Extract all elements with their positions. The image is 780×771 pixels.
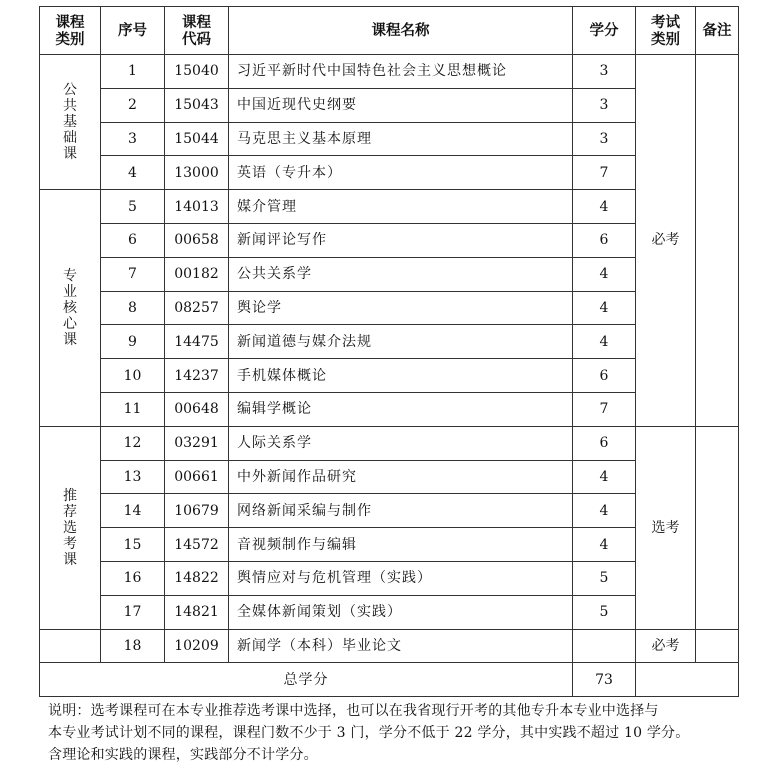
course-code-cell: 10679	[165, 494, 229, 528]
course-code-cell: 03291	[165, 426, 229, 460]
credit-cell: 4	[573, 257, 636, 291]
table-row	[40, 190, 739, 224]
category-char: 课	[63, 146, 77, 163]
category-char: 推	[63, 487, 77, 504]
course-name-cell: 舆论学	[229, 291, 573, 325]
category-char: 核	[63, 299, 77, 316]
seq-cell: 14	[101, 494, 165, 528]
table-row	[40, 223, 739, 257]
seq-cell: 2	[101, 88, 165, 122]
category-core	[40, 190, 101, 427]
seq-cell: 17	[101, 595, 165, 629]
category-elective	[40, 426, 101, 629]
credit-cell: 3	[573, 55, 636, 89]
category-empty	[40, 629, 101, 663]
table-row	[40, 561, 739, 595]
table-row	[40, 494, 739, 528]
category-char: 课	[63, 551, 77, 568]
note-line: 含理论和实践的课程，实践部分不计学分。	[48, 747, 318, 763]
course-code-cell: 15043	[165, 88, 229, 122]
course-name-cell: 人际关系学	[229, 426, 573, 460]
table-row	[40, 460, 739, 494]
seq-cell: 7	[101, 257, 165, 291]
course-name-cell: 舆情应对与危机管理（实践）	[229, 561, 573, 595]
remark-cell	[696, 629, 739, 663]
course-name-cell: 公共关系学	[229, 257, 573, 291]
category-char: 荐	[63, 503, 77, 520]
course-code-cell: 15044	[165, 122, 229, 156]
course-code-cell: 14237	[165, 359, 229, 393]
total-value: 73	[573, 663, 636, 697]
category-char: 考	[63, 535, 77, 552]
credit-cell: 3	[573, 88, 636, 122]
course-code-cell: 14013	[165, 190, 229, 224]
total-label: 总学分	[40, 663, 573, 697]
credit-cell: 7	[573, 392, 636, 426]
course-name-cell: 音视频制作与编辑	[229, 528, 573, 562]
exam-type-cell: 必考	[636, 55, 696, 427]
seq-cell: 16	[101, 561, 165, 595]
course-code-cell: 10209	[165, 629, 229, 663]
note-line: 说明：选考课程可在本专业推荐选考课中选择，也可以在我省现行开考的其他专升本专业中选择与	[48, 703, 659, 719]
seq-cell: 8	[101, 291, 165, 325]
credit-cell: 6	[573, 426, 636, 460]
table-row	[40, 595, 739, 629]
table-header-row	[40, 7, 739, 55]
header-credit: 学分	[573, 7, 636, 55]
seq-cell: 15	[101, 528, 165, 562]
course-plan-table	[39, 6, 739, 697]
course-code-cell: 13000	[165, 156, 229, 190]
course-code-cell: 14821	[165, 595, 229, 629]
remark-cell	[696, 426, 739, 629]
course-code-cell: 00661	[165, 460, 229, 494]
course-code-cell: 00182	[165, 257, 229, 291]
course-name-cell: 新闻学（本科）毕业论文	[229, 629, 573, 663]
course-name-cell: 媒介管理	[229, 190, 573, 224]
seq-cell: 9	[101, 325, 165, 359]
course-code-cell: 00648	[165, 392, 229, 426]
category-char: 础	[63, 130, 77, 147]
table-row	[40, 392, 739, 426]
course-code-cell: 15040	[165, 55, 229, 89]
credit-cell: 7	[573, 156, 636, 190]
course-name-cell: 中国近现代史纲要	[229, 88, 573, 122]
seq-cell: 6	[101, 223, 165, 257]
course-code-cell: 14475	[165, 325, 229, 359]
credit-cell: 4	[573, 528, 636, 562]
course-code-cell: 14572	[165, 528, 229, 562]
seq-cell: 11	[101, 392, 165, 426]
table-row	[40, 88, 739, 122]
table-row	[40, 257, 739, 291]
seq-cell: 5	[101, 190, 165, 224]
credit-cell: 5	[573, 595, 636, 629]
course-code-cell: 00658	[165, 223, 229, 257]
table-row	[40, 156, 739, 190]
seq-cell: 12	[101, 426, 165, 460]
category-char: 专	[63, 267, 77, 284]
seq-cell: 1	[101, 55, 165, 89]
category-char: 心	[63, 315, 77, 332]
header-course-name: 课程名称	[229, 7, 573, 55]
credit-cell: 4	[573, 190, 636, 224]
note-line: 本专业考试计划不同的课程，课程门数不少于 3 门，学分不低于 22 学分，其中实践不超过 10 学分。	[48, 725, 690, 741]
header-exam-type: 考试 类别	[636, 7, 696, 55]
credit-cell: 6	[573, 359, 636, 393]
course-name-cell: 英语（专升本）	[229, 156, 573, 190]
credit-cell: 6	[573, 223, 636, 257]
credit-cell	[573, 629, 636, 663]
credit-cell: 4	[573, 494, 636, 528]
table-row	[40, 291, 739, 325]
credit-cell: 4	[573, 291, 636, 325]
course-name-cell: 马克思主义基本原理	[229, 122, 573, 156]
exam-type-cell: 必考	[636, 629, 696, 663]
remark-cell	[696, 55, 739, 427]
total-blank	[636, 663, 739, 697]
course-name-cell: 手机媒体概论	[229, 359, 573, 393]
exam-type-cell: 选考	[636, 426, 696, 629]
seq-cell: 4	[101, 156, 165, 190]
course-name-cell: 新闻道德与媒介法规	[229, 325, 573, 359]
table-row	[40, 55, 739, 89]
table-row	[40, 629, 739, 663]
seq-cell: 3	[101, 122, 165, 156]
course-name-cell: 习近平新时代中国特色社会主义思想概论	[229, 55, 573, 89]
course-code-cell: 14822	[165, 561, 229, 595]
credit-cell: 5	[573, 561, 636, 595]
explanation-note	[48, 700, 772, 766]
seq-cell: 13	[101, 460, 165, 494]
credit-cell: 4	[573, 460, 636, 494]
course-code-cell: 08257	[165, 291, 229, 325]
course-name-cell: 全媒体新闻策划（实践）	[229, 595, 573, 629]
seq-cell: 10	[101, 359, 165, 393]
credit-cell: 4	[573, 325, 636, 359]
table-row	[40, 359, 739, 393]
category-public	[40, 55, 101, 190]
course-name-cell: 新闻评论写作	[229, 223, 573, 257]
course-name-cell: 中外新闻作品研究	[229, 460, 573, 494]
total-row	[40, 663, 739, 697]
table-row	[40, 528, 739, 562]
table-row	[40, 122, 739, 156]
category-char: 公	[63, 82, 77, 99]
table-row	[40, 325, 739, 359]
header-seq: 序号	[101, 7, 165, 55]
credit-cell: 3	[573, 122, 636, 156]
course-name-cell: 编辑学概论	[229, 392, 573, 426]
course-name-cell: 网络新闻采编与制作	[229, 494, 573, 528]
category-char: 课	[63, 331, 77, 348]
table-row	[40, 426, 739, 460]
category-char: 选	[63, 519, 77, 536]
category-char: 业	[63, 283, 77, 300]
category-char: 基	[63, 114, 77, 131]
category-char: 共	[63, 98, 77, 115]
seq-cell: 18	[101, 629, 165, 663]
header-category: 课程 类别	[40, 7, 101, 55]
header-remark: 备注	[696, 7, 739, 55]
header-code: 课程 代码	[165, 7, 229, 55]
